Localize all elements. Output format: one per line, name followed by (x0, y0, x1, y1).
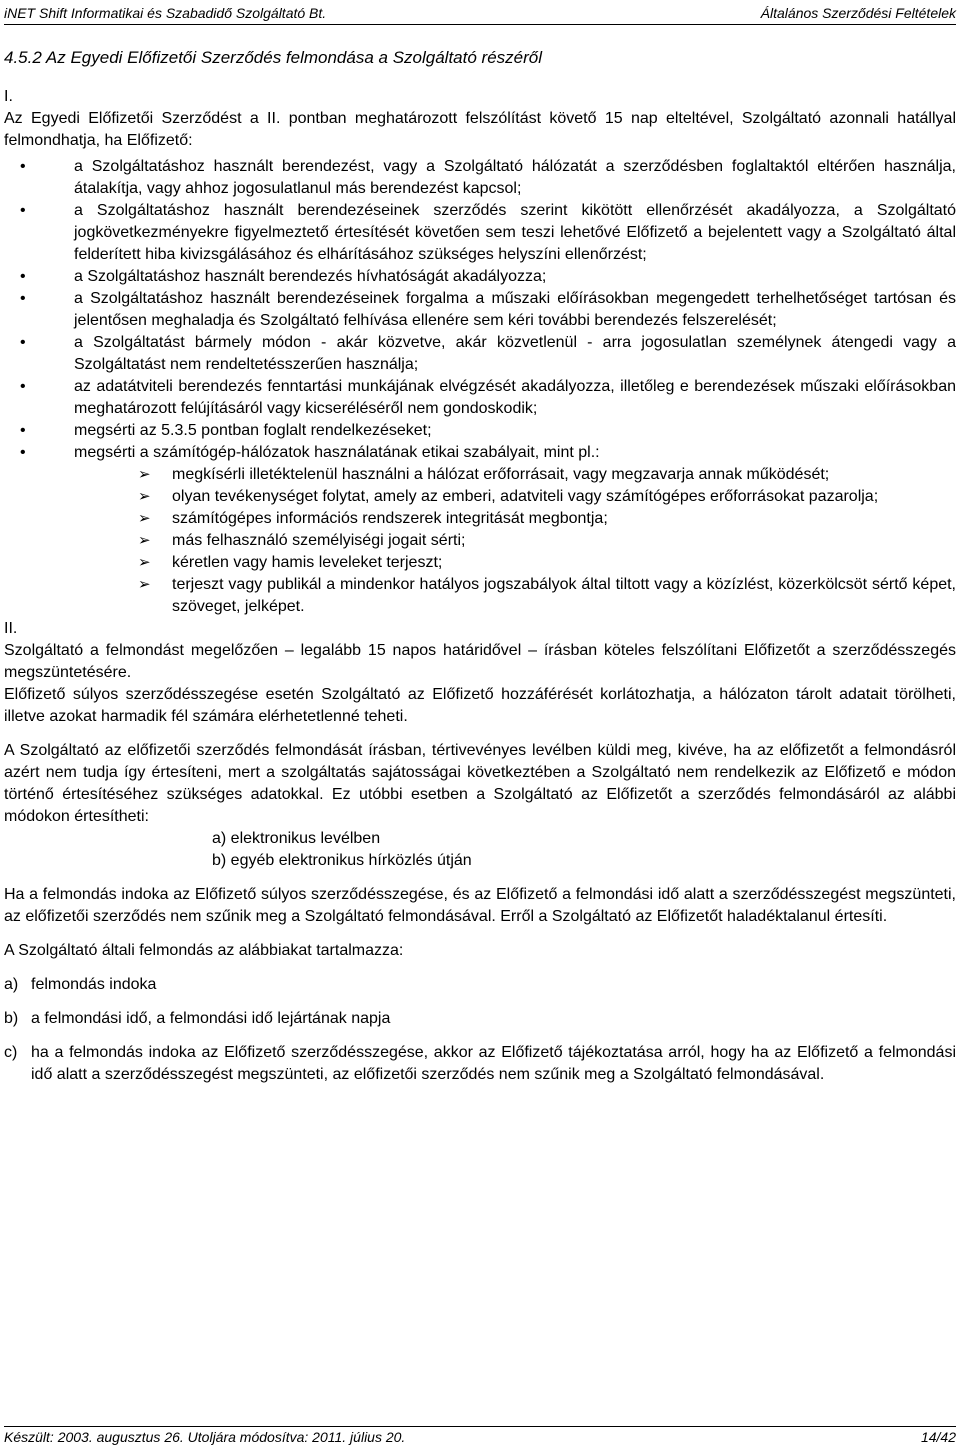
part1-label: I. (4, 88, 13, 105)
sub-list-item: ➢ terjeszt vagy publikál a mindenkor hatályos jogszabályok által tiltott vagy a közízlést, közerkölcsöt sértő képet, szöveget, jelképet. (138, 576, 956, 615)
bullet-icon: • (20, 158, 26, 175)
paragraph-remedy: Ha a felmondás indoka az Előfizető súlyos szerződésszegése, és az Előfizető a felmondási idő alatt a szerződésszegést megszünteti, az előfizetői szerződés nem szűnik meg a Szolgáltató felmondásával. Erről a Szolgáltató az Előfizetőt haladéktalanul értesíti. (4, 886, 956, 925)
page-number: 14/42 (920, 1429, 956, 1445)
header-doc-title: Általános Szerződési Feltételek (760, 5, 956, 21)
arrow-bullet-icon: ➢ (138, 554, 151, 571)
sub-list-item: ➢ kéretlen vagy hamis leveleket terjeszt; (4, 552, 956, 574)
arrow-bullet-icon: ➢ (138, 510, 151, 527)
termination-reasons-list (4, 156, 956, 464)
notice-method-item: a) elektronikus levélben (212, 830, 381, 847)
list-item: • a Szolgáltatáshoz használt berendezéseinek szerződés szerint kikötött ellenőrzését akadályozza, a Szolgáltató jogkövetkezményekre figyelmeztető értesítését követően sem teszi lehetővé Előfizető a bejelentett vagy a Szolgáltató által felderített hiba kivizsgálásához és elhárításához szükséges helyszíni ellenőrzést; (20, 202, 956, 263)
section-title: 4.5.2 Az Egyedi Előfizetői Szerződés felmondása a Szolgáltató részéről (4, 48, 542, 67)
contents-item: a) felmondás indoka (4, 976, 157, 993)
netiquette-violations-list (4, 464, 956, 618)
bullet-icon: • (20, 444, 26, 461)
arrow-bullet-icon: ➢ (138, 466, 151, 483)
page-header (4, 4, 956, 25)
contents-item: b) a felmondási idő, a felmondási idő lejártának napja (4, 1010, 391, 1027)
contents-item: c) ha a felmondás indoka az Előfizető szerződésszegése, akkor az Előfizető tájékoztatása arról, hogy ha az Előfizető a felmondási idő alatt a szerződésszegést megszünteti, az előfizetői szerződés nem szűnik meg a Szolgáltató felmondásával. (4, 1044, 956, 1083)
header-company: iNET Shift Informatikai és Szabadidő Szolgáltató Bt. (4, 5, 327, 21)
sub-list-item: ➢ számítógépes információs rendszerek integritását megbontja; (4, 508, 956, 530)
page-footer (4, 1426, 956, 1447)
sub-list-item: ➢ más felhasználó személyiségi jogait sérti; (4, 530, 956, 552)
arrow-bullet-icon: ➢ (138, 576, 151, 593)
bullet-icon: • (20, 378, 26, 395)
bullet-icon: • (20, 290, 26, 307)
notice-method-item: b) egyéb elektronikus hírközlés útján (212, 852, 472, 869)
sub-list-item: ➢ olyan tevékenységet folytat, amely az emberi, adatviteli vagy számítógépes erőforrásokat pazarolja; (4, 486, 956, 508)
list-item: • a Szolgáltatáshoz használt berendezést, vagy a Szolgáltató hálózatát a szerződésben foglaltaktól eltérően használja, átalakítja, vagy ahhoz jogosulatlanul más berendezést kapcsol; (20, 158, 956, 197)
list-item: • a Szolgáltatáshoz használt berendezés hívhatóságát akadályozza; (4, 266, 956, 288)
paragraph-written-notice: A Szolgáltató az előfizetői szerződés felmondását írásban, tértivevényes levélben küldi meg, kivéve, ha az előfizetőt a felmondásról azért nem tudja így értesíteni, mert a szolgáltatás sajátosságai következtében a Szolgáltató nem rendelkezik az Előfizető e módon történő értesítéséhez szükséges adatokkal. Ez utóbbi esetben a Szolgáltató az Előfizetőt a szerződés felmondásáról az alábbi módokon értesítheti: (4, 742, 956, 825)
part1-intro: Az Egyedi Előfizetői Szerződést a II. pontban meghatározott felszólítást követő 15 nap elteltével, Szolgáltató azonnali hatállyal felmondhatja, ha Előfizető: (4, 110, 956, 149)
part2-label: II. (4, 620, 18, 637)
footer-dates: Készült: 2003. augusztus 26. Utoljára módosítva: 2011. július 20. (4, 1429, 406, 1445)
bullet-icon: • (20, 334, 26, 351)
list-item: • megsérti a számítógép-hálózatok használatának etikai szabályait, mint pl.: (4, 442, 956, 464)
bullet-icon: • (20, 422, 26, 439)
paragraph-restriction: Előfizető súlyos szerződésszegése esetén Szolgáltató az Előfizető hozzáférését korlátozhatja, a hálózaton tárolt adatait törölheti, illetve azokat harmadik fél számára elérhetetlenné teheti. (4, 686, 956, 725)
list-item: • a Szolgáltatáshoz használt berendezéseinek forgalma a műszaki előírásokban megengedett terhelhetőséget tartósan és jelentősen meghaladja és Szolgáltató felhívása ellenére sem kéri további berendezés felszerelését; (20, 290, 956, 329)
paragraph-contents-intro: A Szolgáltató általi felmondás az alábbiakat tartalmazza: (4, 942, 404, 959)
arrow-bullet-icon: ➢ (138, 532, 151, 549)
bullet-icon: • (20, 268, 26, 285)
document-body (4, 47, 956, 1086)
arrow-bullet-icon: ➢ (138, 488, 151, 505)
bullet-icon: • (20, 202, 26, 219)
list-item: • az adatátviteli berendezés fenntartási munkájának elvégzését akadályozza, illetőleg e berendezések műszaki előírásokban meghatározott felújításáról vagy kicseréléséről nem gondoskodik; (20, 378, 956, 417)
paragraph-notice: Szolgáltató a felmondást megelőzően – legalább 15 napos határidővel – írásban köteles felszólítani Előfizetőt a szerződésszegés megszüntetésére. (4, 642, 956, 681)
list-item: • megsérti az 5.3.5 pontban foglalt rendelkezéseket; (4, 420, 956, 442)
list-item: • a Szolgáltatást bármely módon - akár közvetve, akár közvetlenül - arra jogosulatlan személynek átengedi vagy a Szolgáltatást nem rendeltetésszerűen használja; (20, 334, 956, 373)
sub-list-item: ➢ megkísérli illetéktelenül használni a hálózat erőforrásait, vagy megzavarja annak működését; (4, 464, 956, 486)
